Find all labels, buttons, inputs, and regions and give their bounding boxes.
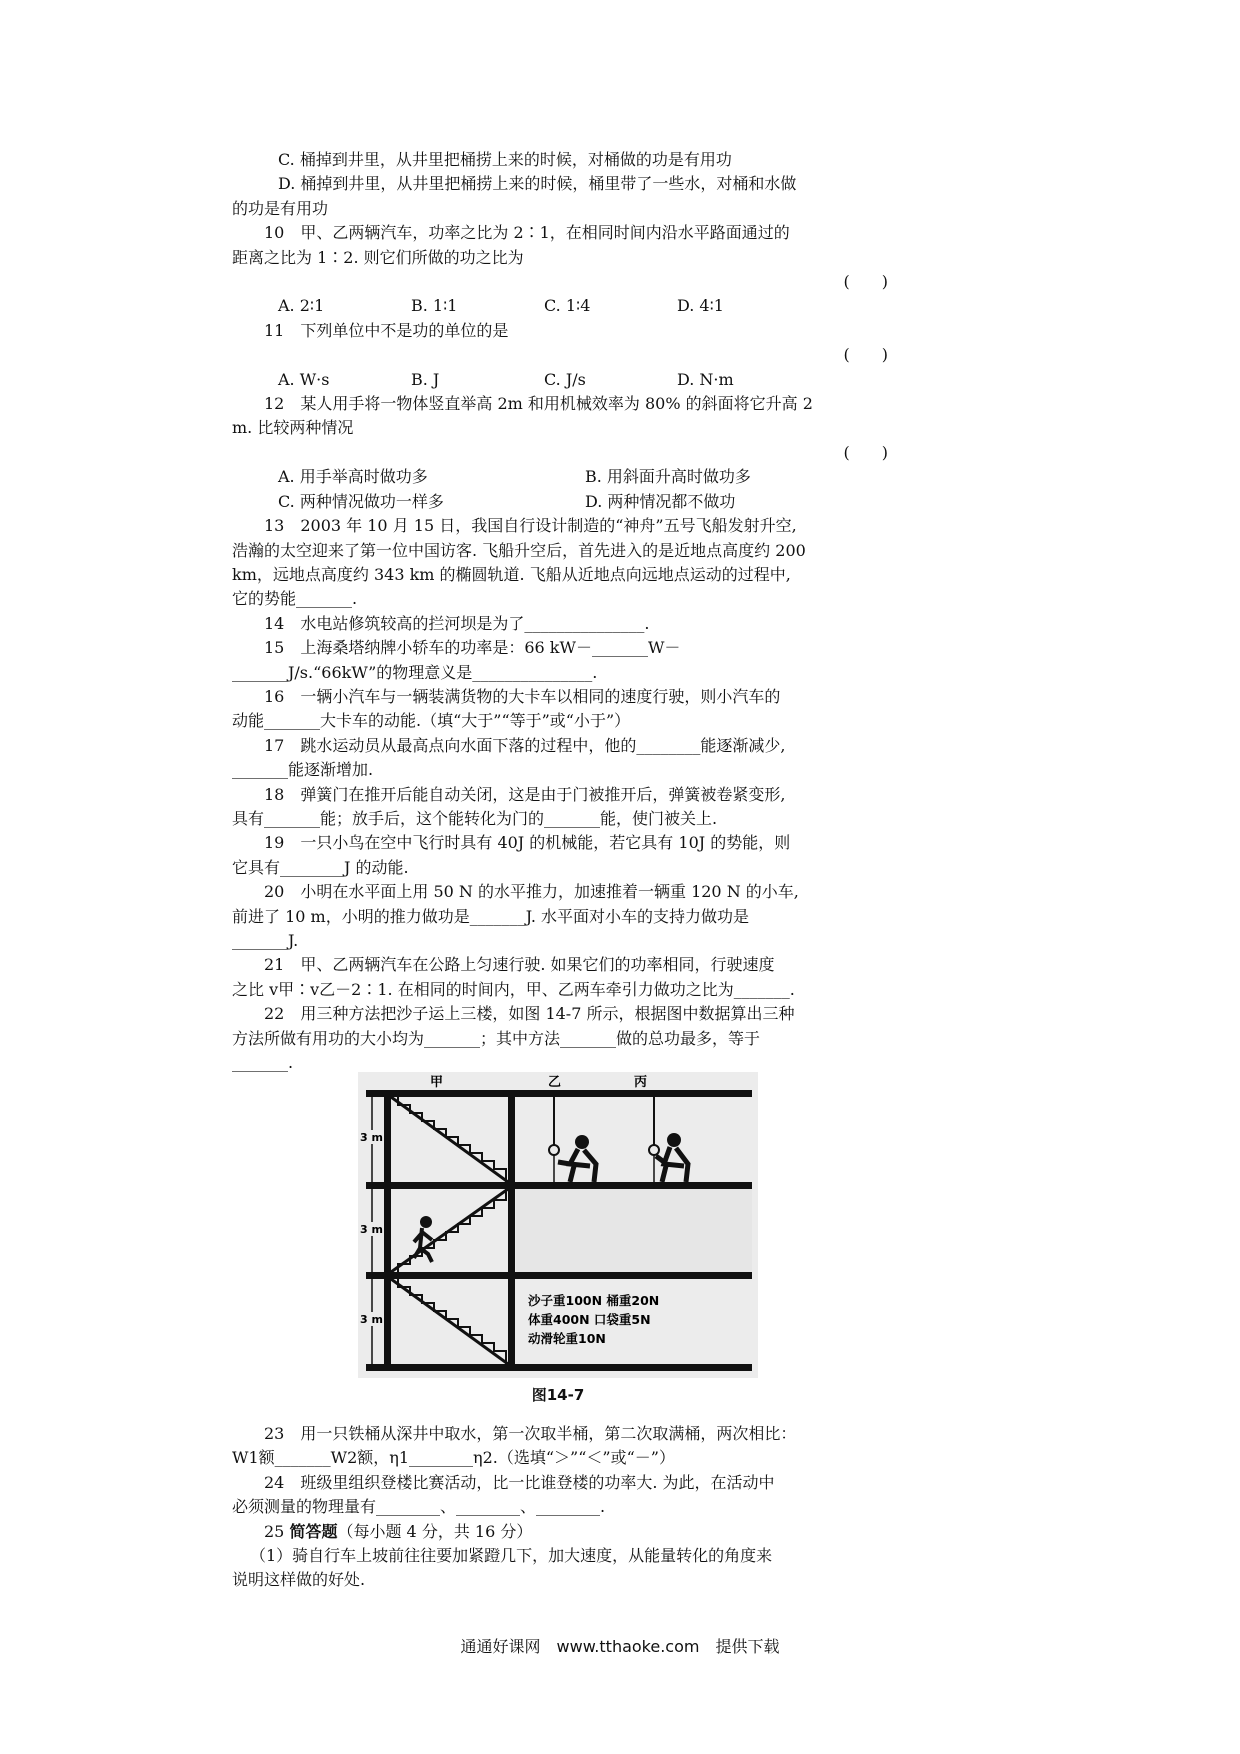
q25-1-text: （1）骑自行车上坡前往往要加紧蹬几下，加大速度，从能量转化的角度来 — [250, 1546, 773, 1566]
page-footer: 通通好课网 www.tthaoke.com 提供下载 — [460, 1637, 780, 1656]
question-block-lower — [232, 1422, 892, 1593]
q16-text-2: 动能_______大卡车的动能.（填“大于”“等于”或“小于”） — [232, 711, 631, 731]
q9-option-c: C. 桶掉到井里，从井里把桶捞上来的时候，对桶做的功是有用功 — [278, 150, 732, 169]
q9-option-d-cont: 的功是有用功 — [232, 198, 329, 218]
q11-text: 11 下列单位中不是功的单位的是 — [264, 320, 509, 340]
q21-text: 21 甲、乙两辆汽车在公路上匀速行驶. 如果它们的功率相同，行驶速度 — [264, 955, 775, 975]
floor-height-label-1: 3 m — [360, 1131, 383, 1144]
q11-option-d: D. N·m — [677, 369, 734, 389]
floor-ground — [366, 1364, 752, 1371]
q19-text: 19 一只小鸟在空中飞行时具有 40J 的机械能，若它具有 10J 的势能，则 — [264, 833, 791, 853]
method-label-yi: 乙 — [548, 1075, 562, 1090]
q14-text: 14 水电站修筑较高的拦河坝是为了_______________. — [264, 613, 650, 633]
q16-text: 16 一辆小汽车与一辆装满货物的大卡车以相同的速度行驶，则小汽车的 — [264, 686, 781, 706]
q23-text-2: W1额_______W2额，η1________η2.（选填“＞”“＜”或“－”） — [232, 1448, 675, 1468]
q12-option-d: D. 两种情况都不做功 — [585, 491, 736, 511]
q13-text: 13 2003 年 10 月 15 日，我国自行设计制造的“神舟”五号飞船发射升空, — [264, 516, 797, 536]
q25-title: 简答题 — [289, 1521, 338, 1541]
q12-text-cont: m. 比较两种情况 — [232, 418, 354, 438]
floor-second — [366, 1272, 752, 1279]
q13-text-2: 浩瀚的太空迎来了第一位中国访客. 飞船升空后，首先进入的是近地点高度约 200 — [232, 540, 806, 560]
q12-options-ab — [232, 465, 892, 489]
q19-text-2: 它具有________J 的动能. — [232, 857, 409, 877]
q17-text: 17 跳水运动员从最高点向水面下落的过程中，他的________能逐渐减少, — [264, 735, 786, 755]
q25-heading — [232, 1520, 892, 1544]
info-line-2: 体重400N 口袋重5N — [528, 1312, 651, 1327]
q25-number: 25 — [264, 1521, 285, 1541]
q11-answer-paren: ( ) — [843, 345, 888, 365]
question-block-upper — [232, 148, 892, 1075]
floor-third — [366, 1182, 752, 1189]
q10-answer-paren: ( ) — [843, 272, 888, 292]
q12-option-c: C. 两种情况做功一样多 — [278, 491, 444, 511]
q18-text: 18 弹簧门在推开后能自动关闭，这是由于门被推开后，弹簧被卷紧变形, — [264, 784, 786, 804]
q24-text: 24 班级里组织登楼比赛活动，比一比谁登楼的功率大. 为此，在活动中 — [264, 1472, 775, 1492]
q21-text-2: 之比 v甲∶v乙－2∶1. 在相同的时间内，甲、乙两车牵引力做功之比为_______. — [232, 979, 795, 999]
q13-text-3: km，远地点高度约 343 km 的椭圆轨道. 飞船从近地点向远地点运动的过程中, — [232, 564, 791, 584]
q10-option-c: C. 1∶4 — [544, 296, 591, 316]
column-left — [384, 1090, 391, 1371]
q15-text-2: _______J/s.“66kW”的物理意义是_______________. — [232, 662, 598, 682]
floor-height-label-3: 3 m — [360, 1313, 383, 1326]
q10-options — [232, 294, 892, 318]
q11-option-b: B. J — [411, 369, 440, 389]
floor-height-label-2: 3 m — [360, 1223, 383, 1236]
method-label-bing: 丙 — [634, 1075, 648, 1090]
q12-option-b: B. 用斜面升高时做功多 — [585, 467, 751, 487]
q22-text-3: _______. — [232, 1053, 294, 1073]
q20-text: 20 小明在水平面上用 50 N 的水平推力，加速推着一辆重 120 N 的小车, — [264, 882, 799, 902]
q18-text-2: 具有_______能；放手后，这个能转化为门的_______能，使门被关上. — [232, 808, 718, 828]
q10-option-b: B. 1∶1 — [411, 296, 458, 316]
q24-text-2: 必须测量的物理量有________、________、________. — [232, 1497, 606, 1517]
q23-text: 23 用一只铁桶从深井中取水，第一次取半桶，第二次取满桶，两次相比： — [264, 1424, 797, 1443]
figure-caption: 图14-7 — [531, 1386, 585, 1404]
q12-option-a: A. 用手举高时做功多 — [278, 467, 428, 487]
q13-text-4: 它的势能_______. — [232, 589, 358, 609]
figure-14-7 — [358, 1072, 758, 1406]
q25-1-text-2: 说明这样做的好处. — [232, 1570, 366, 1590]
q15-text: 15 上海桑塔纳牌小轿车的功率是：66 kW－_______W－ — [264, 638, 681, 658]
q10-option-a: A. 2∶1 — [278, 296, 325, 316]
q12-answer-paren: ( ) — [843, 442, 888, 462]
blank-wall — [516, 1189, 752, 1272]
method-label-jia: 甲 — [430, 1075, 444, 1090]
q11-option-a: A. W·s — [278, 369, 330, 389]
q10-option-d: D. 4∶1 — [677, 296, 724, 316]
q25-note: （每小题 4 分，共 16 分） — [337, 1521, 533, 1541]
q12-options-cd — [232, 490, 892, 514]
q11-option-c: C. J/s — [544, 369, 586, 389]
q12-text: 12 某人用手将一物体竖直举高 2m 和用机械效率为 80% 的斜面将它升高 2 — [264, 394, 813, 414]
info-line-3: 动滑轮重10N — [528, 1331, 606, 1346]
q17-text-2: _______能逐渐增加. — [232, 760, 374, 780]
q10-text: 10 甲、乙两辆汽车，功率之比为 2∶1，在相同时间内沿水平路面通过的 — [264, 223, 790, 243]
q10-text-cont: 距离之比为 1∶2. 则它们所做的功之比为 — [232, 247, 524, 267]
building-diagram — [358, 1072, 758, 1378]
column-middle — [508, 1090, 515, 1371]
q20-text-2: 前进了 10 m，小明的推力做功是_______J. 水平面对小车的支持力做功是 — [232, 906, 750, 926]
q22-text: 22 用三种方法把沙子运上三楼，如图 14-7 所示，根据图中数据算出三种 — [264, 1004, 795, 1024]
q22-text-2: 方法所做有用功的大小均为_______；其中方法_______做的总功最多，等于 — [232, 1028, 761, 1048]
q9-option-d: D. 桶掉到井里，从井里把桶捞上来的时候，桶里带了一些水，对桶和水做 — [278, 174, 797, 194]
floor-roof — [366, 1090, 752, 1097]
q20-text-3: _______J. — [232, 931, 299, 950]
info-line-1: 沙子重100N 桶重20N — [528, 1293, 660, 1308]
q11-options — [232, 368, 892, 392]
